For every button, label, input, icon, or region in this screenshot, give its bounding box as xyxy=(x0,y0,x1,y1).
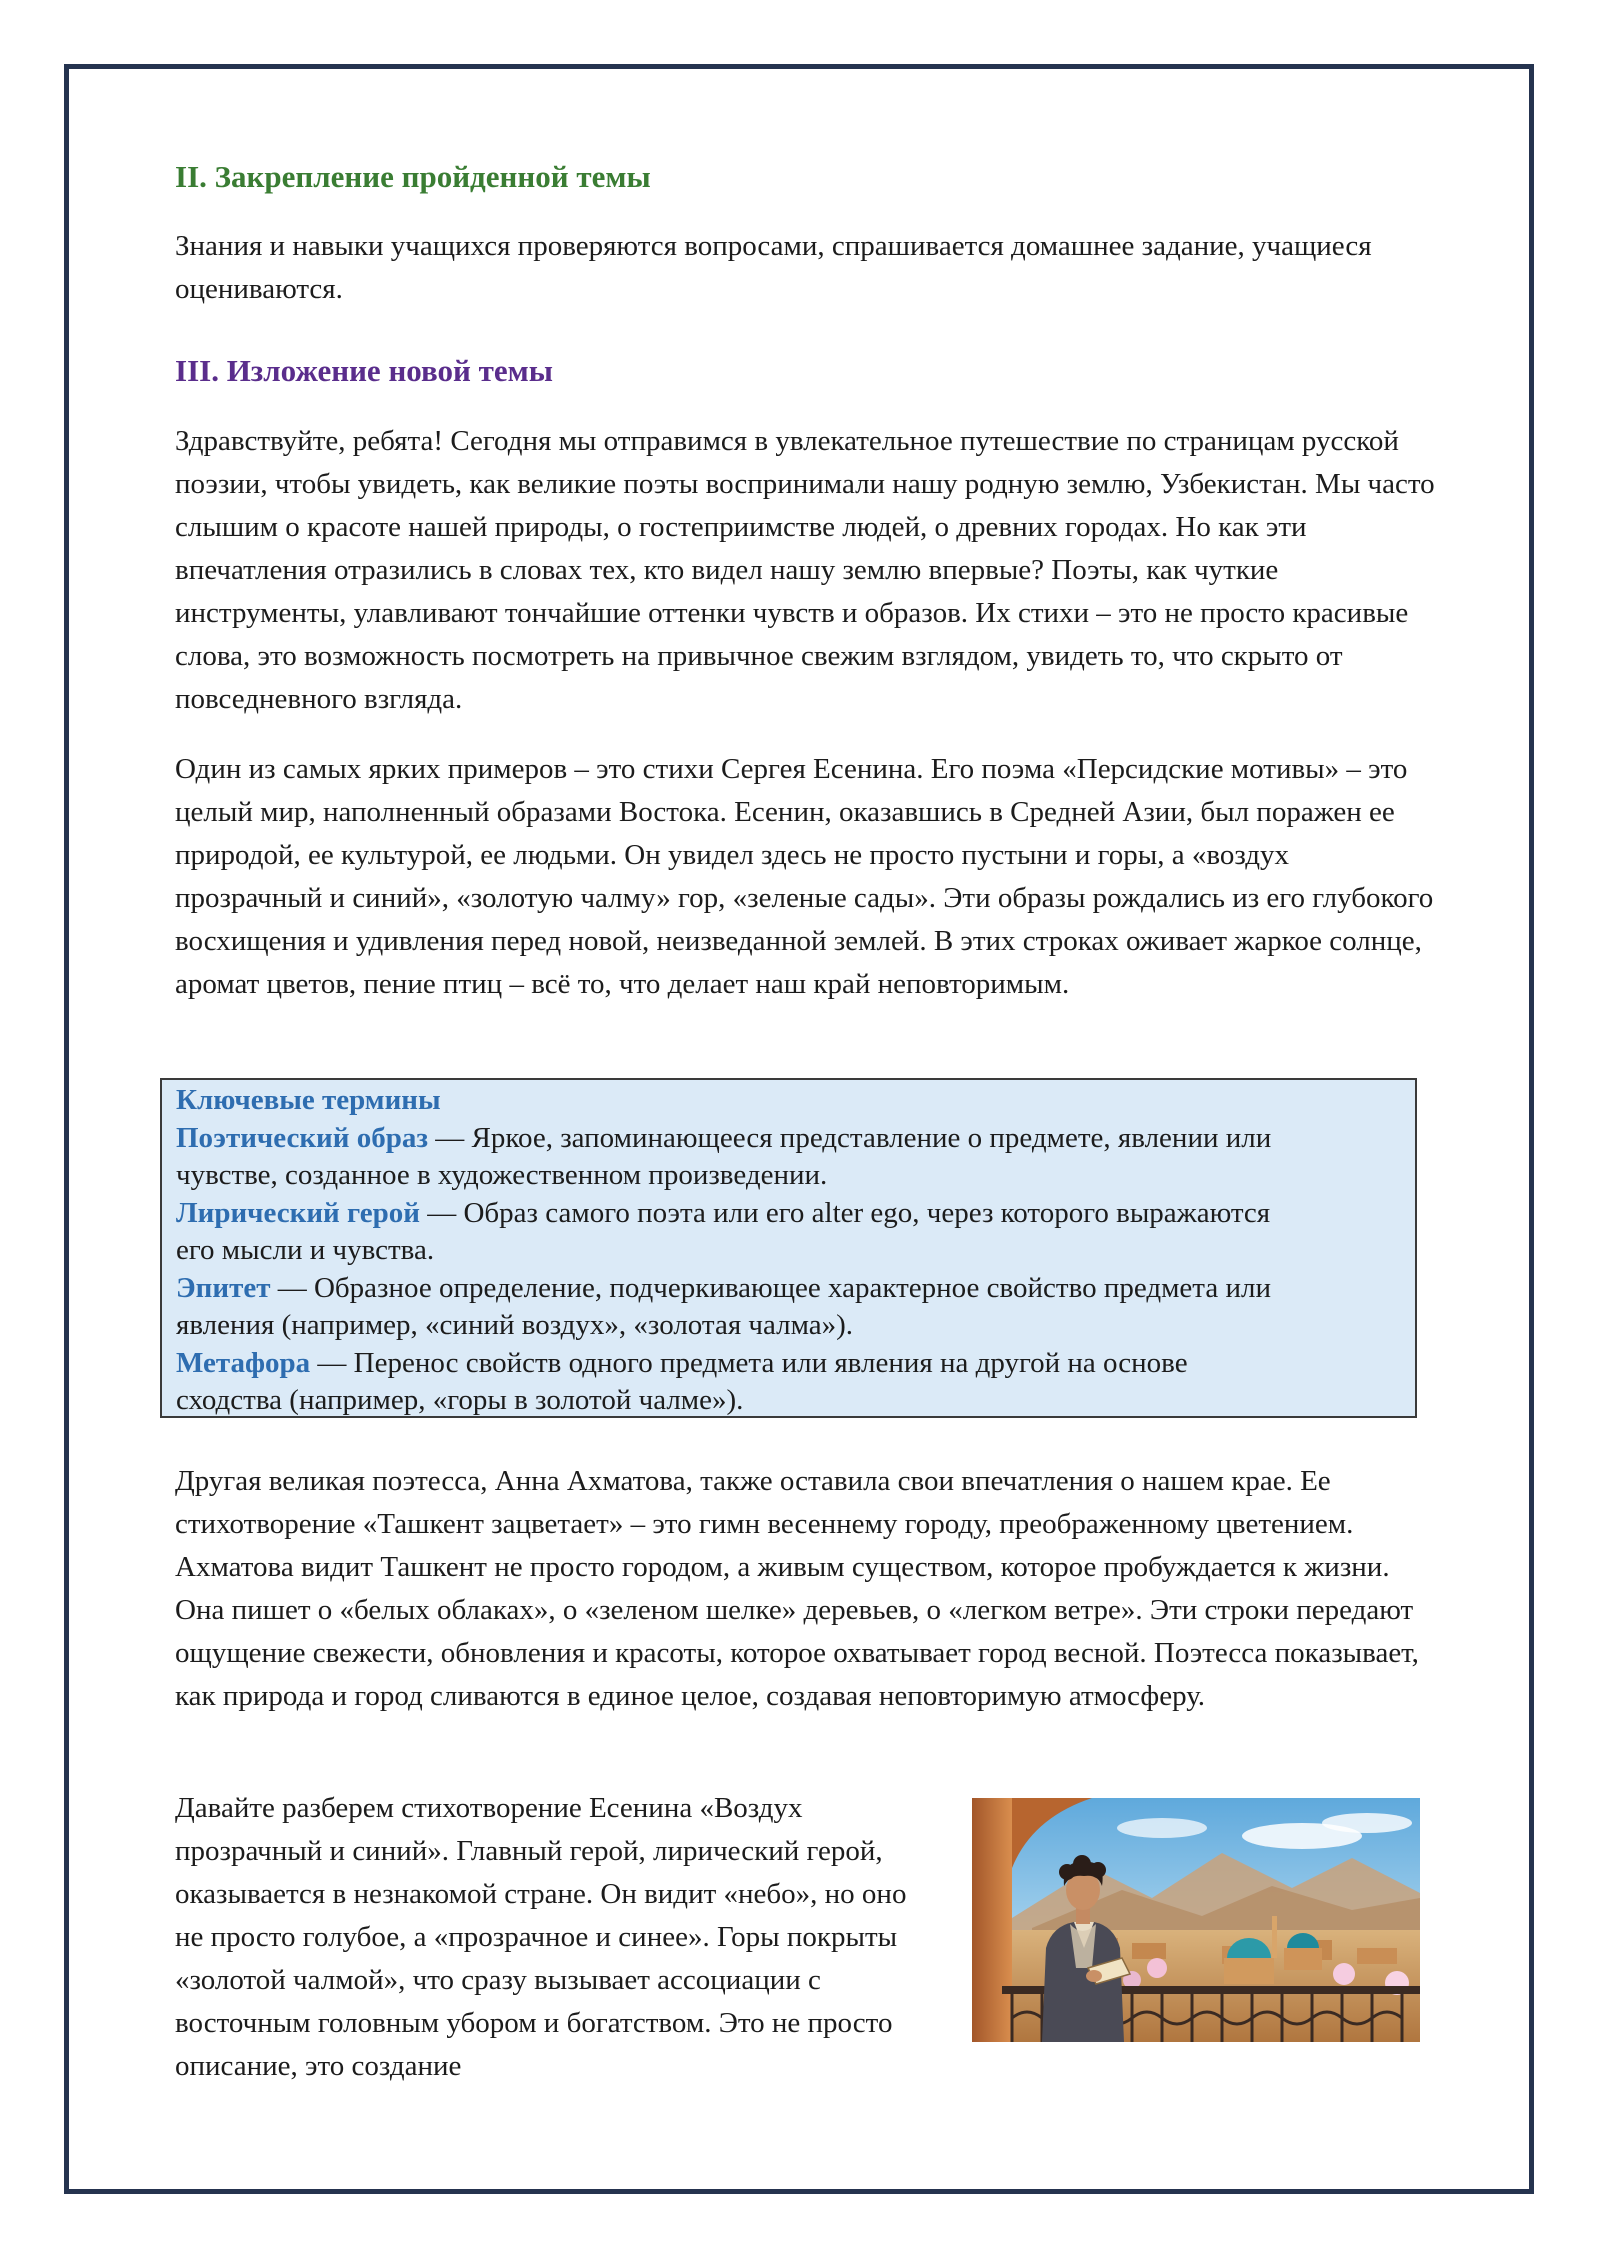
term-definition: Яркое, запоминающееся представление о предмете, явлении или xyxy=(471,1121,1272,1154)
term-definition: Образ самого поэта или его alter ego, через которого выражаются xyxy=(463,1196,1271,1229)
term-line: Метафора — Перенос свойств одного предмета или явления на другой на основе xyxy=(176,1346,1188,1379)
section-2-heading: II. Закрепление пройденной темы xyxy=(175,159,651,194)
term-line: Поэтический образ — Яркое, запоминающееся представление о предмете, явлении или xyxy=(176,1121,1272,1154)
key-terms-box xyxy=(160,1078,1417,1418)
section-3-paragraph-3: Другая великая поэтесса, Анна Ахматова, также оставила свои впечатления о нашем крае. Ее стихотворение «Ташкент зацветает» – это гимн весеннему городу, преображенному цветением. Ахматова видит Ташкент не просто городом, а живым существом, которое пробуждается к жизни. Она пишет о «белых облаках», о «зеленом шелке» деревьев, о «легком ветре». Эти строки передают ощущение свежести, обновления и красоты, которое охватывает город весной. Поэтесса показывает, как природа и город сливаются в единое целое, создавая неповторимую атмосферу. xyxy=(175,1465,1419,1712)
illustration-svg xyxy=(972,1798,1420,2042)
term-name: Поэтический образ xyxy=(176,1121,429,1154)
section-3-heading: III. Изложение новой темы xyxy=(175,353,553,388)
term-line: Лирический герой — Образ самого поэта или его alter ego, через которого выражаются xyxy=(176,1196,1271,1229)
term-line: явления (например, «синий воздух», «золотая чалма»). xyxy=(176,1309,854,1341)
term-line: его мысли и чувства. xyxy=(176,1234,435,1266)
term-name: Лирический герой xyxy=(176,1196,420,1229)
term-name: Эпитет xyxy=(176,1271,271,1304)
term-name: Метафора xyxy=(176,1346,311,1379)
key-terms-title: Ключевые термины xyxy=(176,1084,441,1116)
section-3-paragraph-4: Давайте разберем стихотворение Есенина «Воздух прозрачный и синий». Главный герой, лирический герой, оказывается в незнакомой стране. Он видит «небо», но оно не просто голубое, а «прозрачное и синее». Горы покрыты «золотой чалмой», что сразу вызывает ассоциации с восточным головным убором и богатством. Это не просто описание, это создание xyxy=(175,1792,907,2082)
term-line: чувстве, созданное в художественном произведении. xyxy=(176,1159,828,1191)
term-definition: Образное определение, подчеркивающее характерное свойство предмета или xyxy=(313,1271,1271,1304)
term-definition: Перенос свойств одного предмета или явления на другой на основе xyxy=(353,1346,1188,1379)
section-2-paragraph: Знания и навыки учащихся проверяются вопросами, спрашивается домашнее задание, учащиеся оцениваются. xyxy=(175,230,1372,305)
term-line: Эпитет — Образное определение, подчеркивающее характерное свойство предмета или xyxy=(176,1271,1271,1304)
section-3-paragraph-2: Один из самых ярких примеров – это стихи Сергея Есенина. Его поэма «Персидские мотивы» – это целый мир, наполненный образами Востока. Есенин, оказавшись в Средней Азии, был поражен ее природой, ее культурой, ее людьми. Он увидел здесь не просто пустыни и горы, а «воздух прозрачный и синий», «золотую чалму» гор, «зеленые сады». Эти образы рождались из его глубокого восхищения и удивления перед новой, неизведанной землей. В этих строках оживает жаркое солнце, аромат цветов, пение птиц – всё то, что делает наш край неповторимым. xyxy=(175,753,1434,1000)
illustration-poet-balcony-image xyxy=(972,1798,1420,2042)
section-3-paragraph-1: Здравствуйте, ребята! Сегодня мы отправимся в увлекательное путешествие по страницам русской поэзии, чтобы увидеть, как великие поэты воспринимали нашу родную землю, Узбекистан. Мы часто слышим о красоте нашей природы, о гостеприимстве людей, о древних городах. Но как эти впечатления отразились в словах тех, кто видел нашу землю впервые? Поэты, как чуткие инструменты, улавливают тончайшие оттенки чувств и образов. Их стихи – это не просто красивые слова, это возможность посмотреть на привычное свежим взглядом, увидеть то, что скрыто от повседневного взгляда. xyxy=(175,425,1435,715)
term-line: сходства (например, «горы в золотой чалме»). xyxy=(176,1384,744,1416)
